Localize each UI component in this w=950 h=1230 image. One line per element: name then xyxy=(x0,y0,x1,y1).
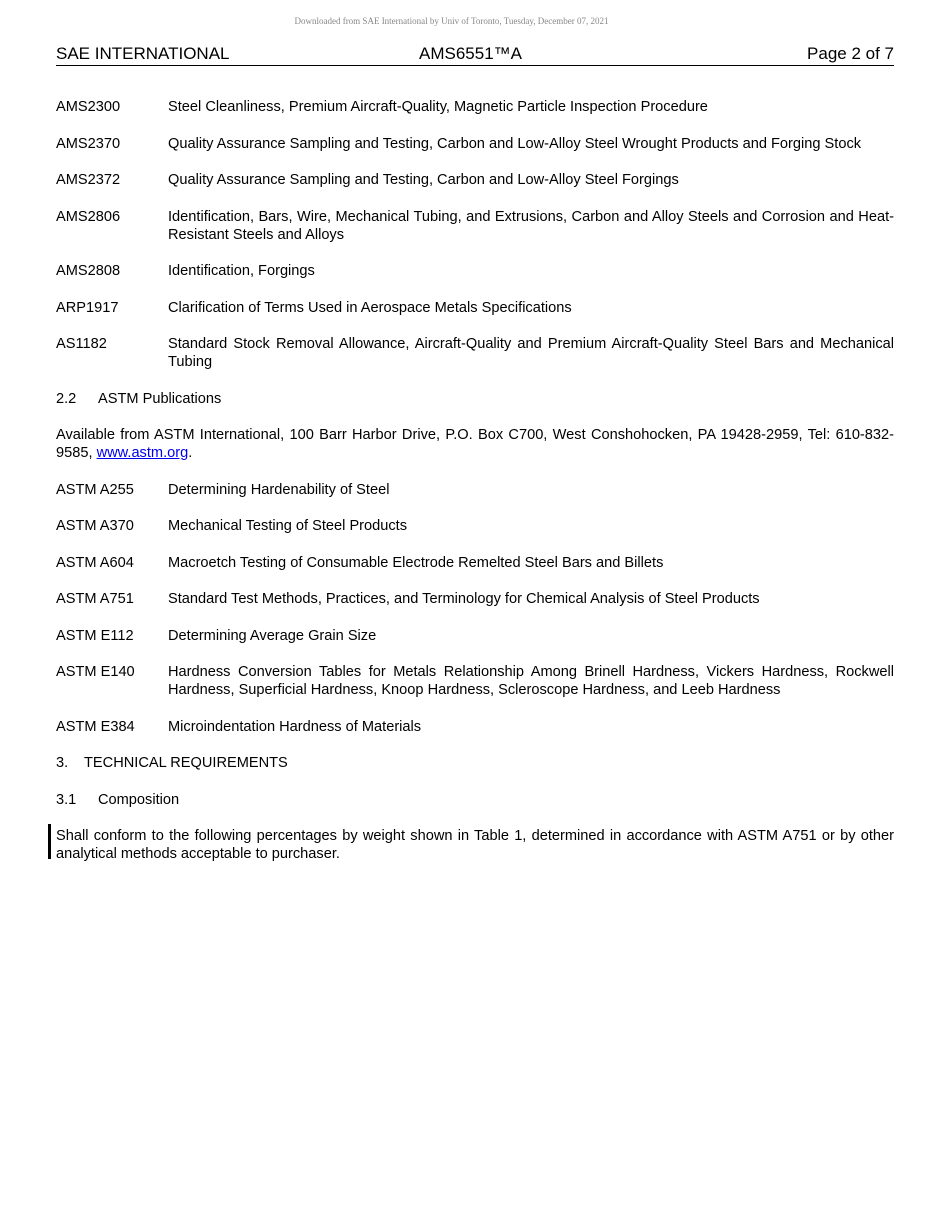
reference-entry xyxy=(56,554,894,572)
astm-reference-list xyxy=(56,481,894,736)
reference-title: Hardness Conversion Tables for Metals Relationship Among Brinell Hardness, Vickers Hardness, Rockwell Hardness, Superficial Hardness, Knoop Hardness, Scleroscope Hardness, and Leeb Hardness xyxy=(168,664,894,698)
reference-code: ASTM E112 xyxy=(56,627,134,644)
reference-title: Identification, Bars, Wire, Mechanical Tubing, and Extrusions, Carbon and Alloy Steels and Corrosion and Heat-Resistant Steels and Alloys xyxy=(168,208,894,243)
header-organization: SAE INTERNATIONAL xyxy=(56,44,230,63)
section-number: 3. xyxy=(56,755,69,771)
reference-title: Standard Test Methods, Practices, and Terminology for Chemical Analysis of Steel Products xyxy=(168,591,760,607)
reference-entry xyxy=(56,135,894,153)
section-heading-3-1 xyxy=(56,791,894,809)
section-heading-2-2 xyxy=(56,390,894,408)
reference-entry xyxy=(56,718,894,736)
reference-entry xyxy=(56,171,894,189)
reference-title: Microindentation Hardness of Materials xyxy=(168,718,422,735)
header-page-number: Page 2 of 7 xyxy=(807,44,894,63)
section-number: 2.2 xyxy=(56,390,77,407)
reference-code: AS1182 xyxy=(56,336,107,352)
reference-entry xyxy=(56,335,894,371)
reference-entry xyxy=(56,262,894,280)
reference-code: ARP1917 xyxy=(56,299,119,316)
reference-code: AMS2806 xyxy=(56,208,121,225)
availability-trailing: . xyxy=(188,445,193,461)
download-notice: Downloaded from SAE International by Univ of Toronto, Tuesday, December 07, 2021 xyxy=(294,16,609,26)
reference-entry xyxy=(56,663,894,699)
availability-text: Available from ASTM International, 100 Barr Harbor Drive, P.O. Box C700, West Conshohocken, PA 19428-2959, Tel: 610-832-9585, xyxy=(56,427,894,461)
reference-code: ASTM A370 xyxy=(56,518,134,534)
reference-title: Identification, Forgings xyxy=(168,263,315,279)
reference-code: ASTM A604 xyxy=(56,554,134,571)
reference-code: AMS2372 xyxy=(56,172,121,188)
reference-entry xyxy=(56,98,894,116)
astm-availability-paragraph xyxy=(56,426,894,462)
reference-code: AMS2370 xyxy=(56,135,121,152)
reference-title: Mechanical Testing of Steel Products xyxy=(168,518,408,534)
reference-entry xyxy=(56,299,894,317)
composition-paragraph: Shall conform to the following percentages by weight shown in Table 1, determined in accordance with ASTM A751 or by other analytical methods acceptable to purchaser. xyxy=(56,828,894,862)
document-body xyxy=(56,98,894,882)
reference-code: AMS2808 xyxy=(56,263,121,279)
reference-code: ASTM A255 xyxy=(56,481,134,498)
reference-title: Quality Assurance Sampling and Testing, Carbon and Low-Alloy Steel Wrought Products and Forging Stock xyxy=(168,135,862,152)
section-heading-3 xyxy=(56,754,894,772)
reference-title: Standard Stock Removal Allowance, Aircraft-Quality and Premium Aircraft-Quality Steel Bars and Mechanical Tubing xyxy=(168,336,894,370)
reference-title: Determining Average Grain Size xyxy=(168,627,377,644)
section-title: TECHNICAL REQUIREMENTS xyxy=(84,755,288,771)
sae-reference-list xyxy=(56,98,894,371)
reference-title: Steel Cleanliness, Premium Aircraft-Quality, Magnetic Particle Inspection Procedure xyxy=(168,99,708,115)
reference-title: Quality Assurance Sampling and Testing, Carbon and Low-Alloy Steel Forgings xyxy=(168,172,679,188)
reference-code: ASTM E384 xyxy=(56,718,135,735)
reference-entry xyxy=(56,590,894,608)
section-number: 3.1 xyxy=(56,791,77,808)
page-header xyxy=(56,45,894,66)
reference-code: ASTM E140 xyxy=(56,664,135,680)
reference-title: Determining Hardenability of Steel xyxy=(168,481,390,498)
reference-title: Clarification of Terms Used in Aerospace Metals Specifications xyxy=(168,299,572,316)
revision-change-bar xyxy=(48,824,51,859)
reference-code: AMS2300 xyxy=(56,99,121,115)
section-title: Composition xyxy=(98,791,180,808)
reference-title: Macroetch Testing of Consumable Electrode Remelted Steel Bars and Billets xyxy=(168,554,664,571)
astm-website-link[interactable]: www.astm.org xyxy=(96,445,189,461)
section-title: ASTM Publications xyxy=(98,390,222,407)
reference-code: ASTM A751 xyxy=(56,591,134,607)
reference-entry xyxy=(56,517,894,535)
reference-entry xyxy=(56,627,894,645)
reference-entry xyxy=(56,208,894,244)
header-document-number: AMS6551™A xyxy=(419,44,522,63)
composition-paragraph-wrapper xyxy=(56,827,894,863)
reference-entry xyxy=(56,481,894,499)
